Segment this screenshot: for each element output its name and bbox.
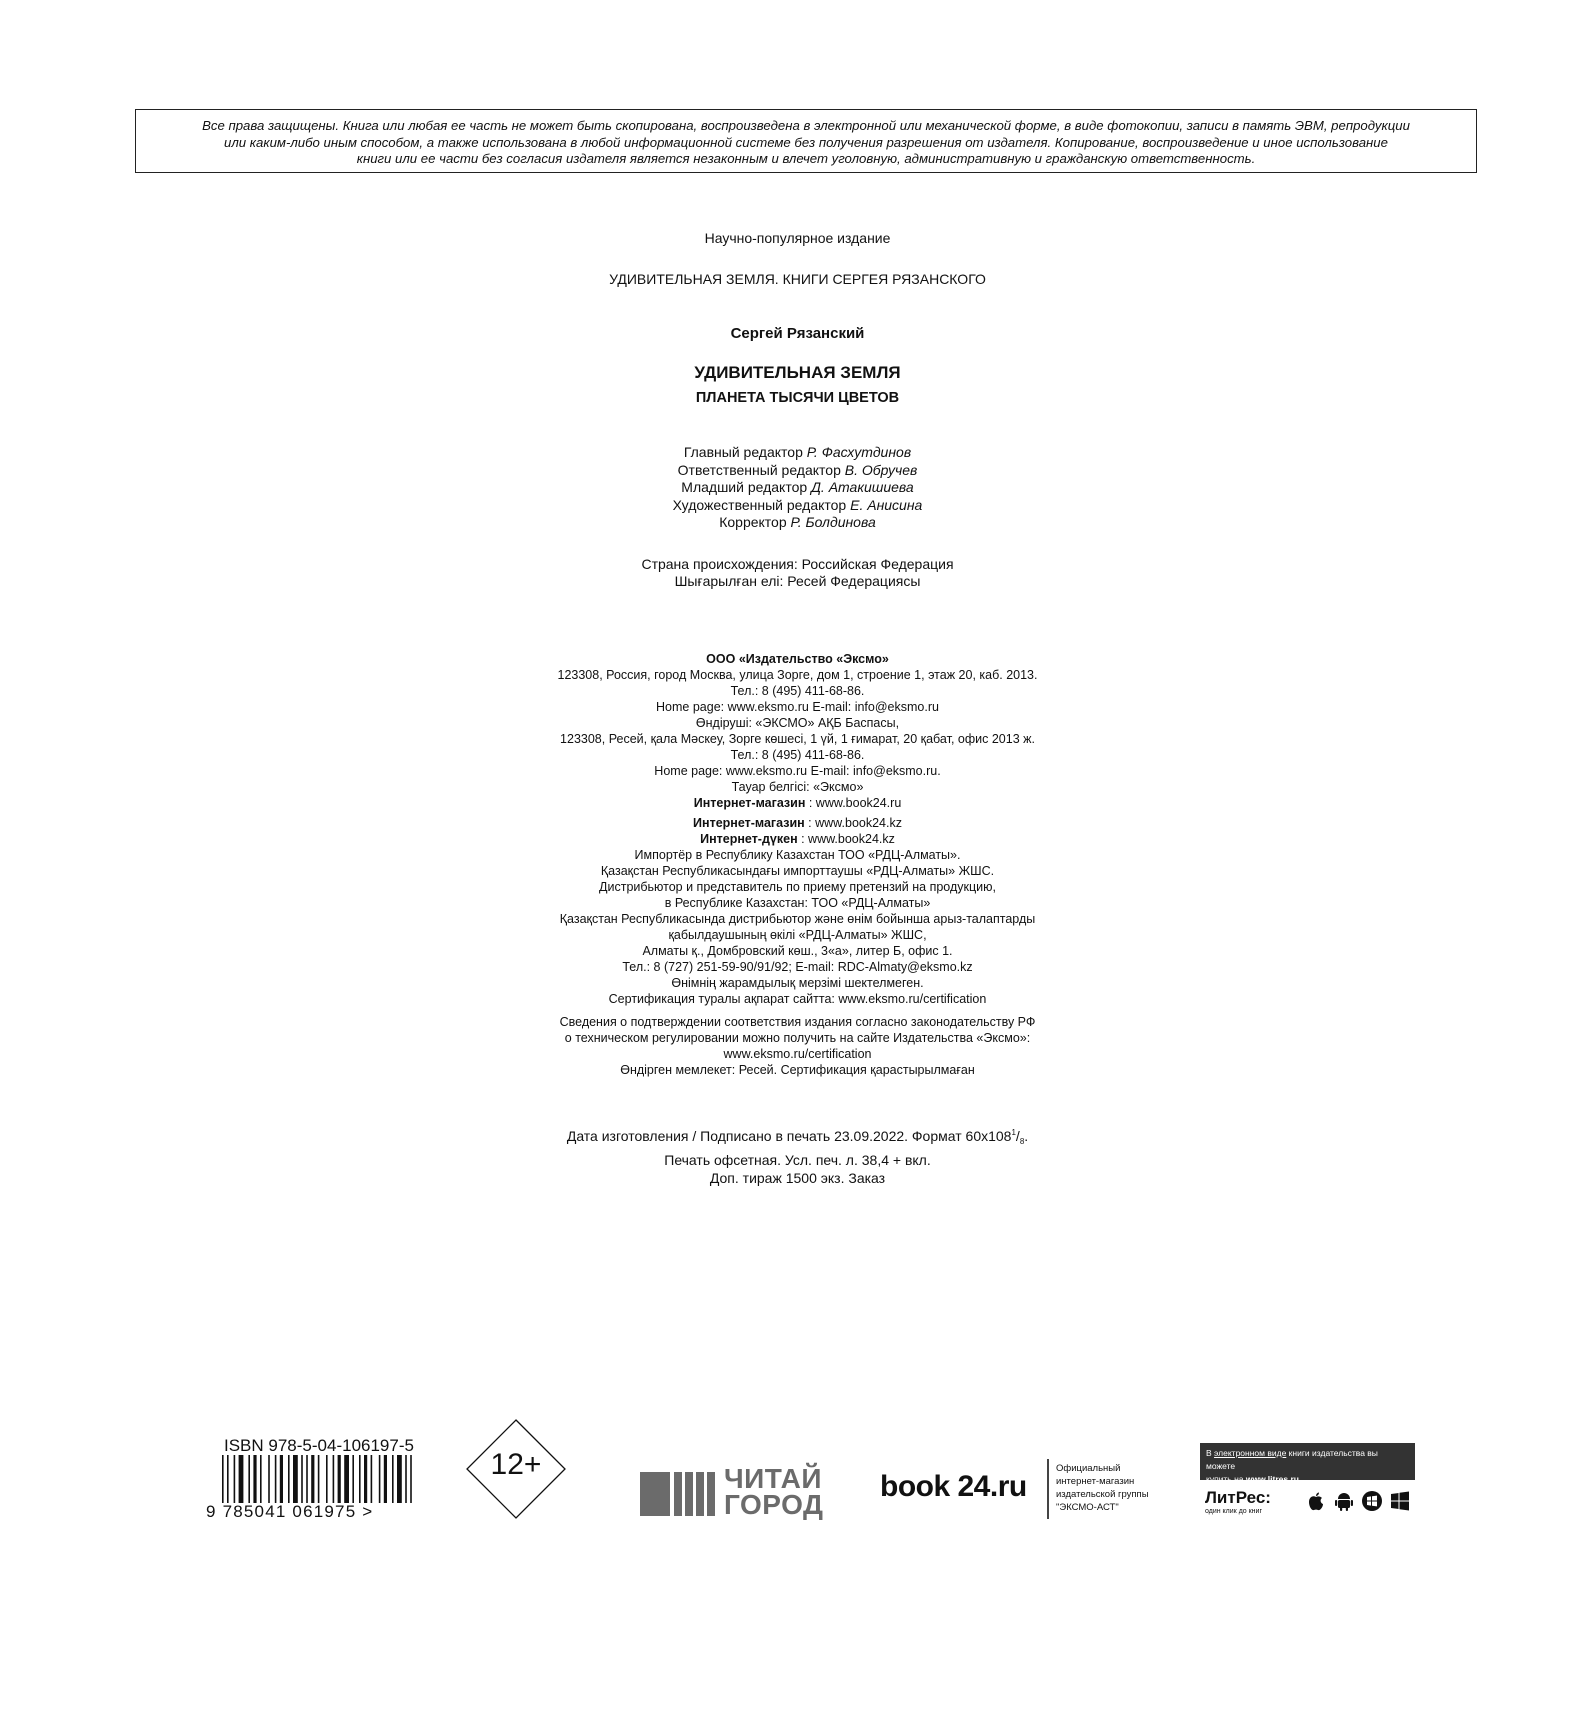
barcode-bar <box>306 1455 308 1503</box>
credit-name: Е. Анисина <box>850 496 923 513</box>
credit-role: Младший редактор <box>681 479 808 496</box>
barcode-bar <box>371 1455 373 1503</box>
credit-line <box>0 462 1595 480</box>
chitai-gorod-logo <box>724 1463 824 1520</box>
publisher-trademark: Тауар белгісі: «Эксмо» <box>731 780 864 794</box>
credit-line <box>0 497 1595 515</box>
cert-line: Өндірген мемлекет: Ресей. Сертификация қарастырылмаған <box>620 1063 975 1077</box>
age-rating-label: 12+ <box>490 1448 542 1481</box>
barcode-bar <box>397 1455 402 1503</box>
barcode-bar <box>288 1455 290 1503</box>
credit-role: Главный редактор <box>683 444 803 460</box>
country-of-origin <box>0 556 1595 590</box>
publisher-address-kz: 123308, Ресей, қала Мәскеу, Зорге көшесі, 1 үй, 1 ғимарат, 20 қабат, офис 2013 ж. <box>560 732 1035 746</box>
shop-label: Интернет-магазин <box>693 796 806 810</box>
publisher-info <box>0 651 1595 811</box>
kazakhstan-info <box>0 815 1595 1007</box>
barcode-bar <box>268 1455 270 1503</box>
litres-url: www.litres.ru <box>1245 1474 1299 1484</box>
barcode-bar <box>352 1455 354 1503</box>
print-date: Дата изготовления / Подписано в печать 23.09.2022. Формат 60x108 <box>566 1128 1012 1144</box>
litres-logo: ЛитРес: <box>1205 1488 1271 1507</box>
barcode-bar <box>405 1455 407 1503</box>
publisher-tel: Тел.: 8 (495) 411-68-86. <box>730 684 865 698</box>
format-numerator: 1 <box>1011 1128 1016 1137</box>
barcode-bar <box>384 1455 387 1503</box>
print-line-end: . <box>1024 1128 1029 1144</box>
barcode-bar <box>392 1455 394 1503</box>
barcode-bar <box>344 1455 349 1503</box>
publisher-address: 123308, Россия, город Москва, улица Зорге, дом 1, строение 1, этаж 20, каб. 2013. <box>557 668 1038 682</box>
windows-icon <box>1389 1490 1411 1512</box>
credit-name: Д. Атакишиева <box>811 479 914 496</box>
barcode-bar <box>318 1455 320 1503</box>
credit-name: Р. Фасхутдинов <box>806 444 912 460</box>
barcode-bar <box>253 1455 256 1503</box>
barcode-bar <box>301 1455 303 1503</box>
barcode-bar <box>333 1455 335 1503</box>
kz-shop-url: : www.book24.kz <box>804 816 902 830</box>
barcode-bar <box>293 1455 298 1503</box>
barcode-digits: 9 785041 061975 > <box>206 1502 374 1521</box>
barcode-bar <box>239 1455 244 1503</box>
kz-line: Қазақстан Республикасында дистрибьютор және өнім бойынша арыз-талаптарды <box>559 912 1036 926</box>
barcode-bar <box>248 1455 250 1503</box>
barcode-bar <box>410 1455 412 1503</box>
shop-url: : www.book24.ru <box>805 796 902 810</box>
book-subtitle: ПЛАНЕТА ТЫСЯЧИ ЦВЕТОВ <box>695 390 900 406</box>
country-kz: Шығарылған елі: Ресей Федерациясы <box>674 573 921 589</box>
book24-description <box>1056 1462 1149 1514</box>
print-line-3: Доп. тираж 1500 экз. Заказ <box>709 1170 886 1186</box>
kz-line: Импортёр в Республику Казахстан ТОО «РДЦ-Алматы». <box>634 848 961 862</box>
print-line-1: Дата изготовления / Подписано в печать 23.09.2022. Формат $60x108^1/_8$. <box>566 1128 1029 1146</box>
kz-line: қабылдаушының өкілі «РДЦ-Алматы» ЖШС, <box>668 928 927 942</box>
series-title: УДИВИТЕЛЬНАЯ ЗЕМЛЯ. КНИГИ СЕРГЕЯ РЯЗАНСКОГО <box>609 271 986 287</box>
barcode-bar <box>260 1455 262 1503</box>
credit-line <box>0 479 1595 497</box>
publisher-shop <box>0 795 1595 811</box>
barcode-bar <box>280 1455 283 1503</box>
rights-line: Все права защищены. Книга или любая ее часть не может быть скопирована, воспроизведена в электронной или механической форме, в виде фотокопии, записи в память ЭВМ, репродукции <box>202 118 1410 133</box>
kz-line: в Республике Казахстан: ТОО «РДЦ-Алматы» <box>664 896 931 910</box>
android-icon <box>1333 1490 1355 1512</box>
chitai-gorod-logo-icon <box>640 1470 720 1518</box>
cert-line: www.eksmo.ru/certification <box>723 1047 872 1061</box>
litres-text: книги издательства вы можете <box>1206 1448 1378 1471</box>
kz-line: Өнімнің жарамдылық мерзімі шектелмеген. <box>671 976 924 990</box>
kz-duken <box>0 831 1595 847</box>
kz-line: Дистрибьютор и представитель по приему претензий на продукцию, <box>599 880 996 894</box>
litres-text-underlined: электронном виде <box>1214 1448 1287 1458</box>
credit-role: Ответственный редактор <box>677 461 841 478</box>
country-ru: Страна происхождения: Российская Федерация <box>641 556 954 572</box>
barcode-bar <box>338 1455 341 1503</box>
publisher-maker-kz: Өндіруші: «ЭКСМО» АҚБ Баспасы, <box>695 716 900 730</box>
editorial-credits <box>0 444 1595 532</box>
edition-type: Научно-популярное издание <box>704 230 891 246</box>
author-name: Сергей Рязанский <box>730 325 865 342</box>
litres-banner <box>1200 1443 1415 1484</box>
litres-text: В <box>1206 1448 1215 1458</box>
book24-desc-line: Официальный <box>1056 1463 1121 1474</box>
credit-line <box>0 444 1595 462</box>
barcode-bar <box>311 1455 314 1503</box>
litres-text: купить на <box>1206 1474 1246 1484</box>
barcode-bar <box>222 1455 224 1503</box>
publisher-name: ООО «Издательство «Эксмо» <box>706 652 889 666</box>
barcode-bar <box>379 1455 381 1503</box>
print-line-2: Печать офсетная. Усл. печ. л. 38,4 + вкл. <box>664 1152 931 1168</box>
kz-shop <box>0 815 1595 831</box>
barcode-bar <box>234 1455 236 1503</box>
kz-line: Тел.: 8 (727) 251-59-90/91/92; E-mail: RDC-Almaty@eksmo.kz <box>622 960 973 974</box>
rights-notice-box <box>135 109 1477 173</box>
kz-line: Қазақстан Республикасындағы импорттаушы «РДЦ-Алматы» ЖШС. <box>600 864 995 878</box>
kz-duken-url: : www.book24.kz <box>797 832 895 846</box>
rights-line: или каким-либо иным способом, а также использована в любой информационной системе без получения разрешения от издателя. Копирование, воспроизведение и иное использование <box>224 134 1388 150</box>
barcode-bar <box>359 1455 361 1503</box>
publisher-web-kz: Home page: www.eksmo.ru E-mail: info@eksmo.ru. <box>654 764 941 778</box>
barcode-bar <box>275 1455 277 1503</box>
publisher-web: Home page: www.eksmo.ru E-mail: info@eksmo.ru <box>656 700 939 714</box>
book24-desc-line: издательской группы <box>1056 1489 1149 1500</box>
cert-line: Сведения о подтверждении соответствия издания согласно законодательству РФ <box>559 1015 1036 1029</box>
book-title: УДИВИТЕЛЬНАЯ ЗЕМЛЯ <box>694 363 901 382</box>
credit-name: В. Обручев <box>844 461 918 478</box>
apple-icon <box>1305 1490 1327 1512</box>
format-denominator: 8 <box>1019 1137 1025 1146</box>
chitai-line: ЧИТАЙ <box>724 1463 822 1494</box>
credit-line <box>0 514 1595 532</box>
kz-shop-label: Интернет-магазин <box>693 816 805 830</box>
barcode-bar <box>364 1455 367 1503</box>
print-info <box>0 1124 1595 1187</box>
book24-divider <box>1047 1459 1049 1519</box>
book24-logo: book 24.ru <box>880 1470 1027 1503</box>
cert-line: о техническом регулировании можно получить на сайте Издательства «Эксмо»: <box>564 1031 1031 1045</box>
book24-desc-line: "ЭКСМО-АСТ" <box>1056 1502 1119 1513</box>
credit-name: Р. Болдинова <box>790 514 876 531</box>
kz-line: Сертификация туралы ақпарат сайтта: www.eksmo.ru/certification <box>608 992 987 1006</box>
isbn-barcode <box>222 1455 422 1503</box>
book24-desc-line: интернет-магазин <box>1056 1476 1135 1487</box>
rights-line: книги или ее части без согласия издателя является незаконным и влечет уголовную, административную и гражданскую ответственность. <box>356 151 1256 166</box>
windows-phone-icon <box>1361 1490 1383 1512</box>
isbn-number: ISBN 978-5-04-106197-5 <box>224 1436 414 1455</box>
credit-role: Художественный редактор <box>672 496 847 513</box>
kz-line: Алматы қ., Домбровский көш., 3«а», литер Б, офис 1. <box>642 944 953 958</box>
credit-role: Корректор <box>719 514 787 531</box>
barcode-bar <box>326 1455 328 1503</box>
kz-duken-label: Интернет-дүкен <box>700 832 798 846</box>
certification-info <box>0 1014 1595 1078</box>
gorod-line: ГОРОД <box>724 1489 824 1520</box>
publisher-tel-kz: Тел.: 8 (495) 411-68-86. <box>730 748 865 762</box>
litres-tagline: один клик до книг <box>1205 1508 1263 1515</box>
barcode-bar <box>227 1455 229 1503</box>
